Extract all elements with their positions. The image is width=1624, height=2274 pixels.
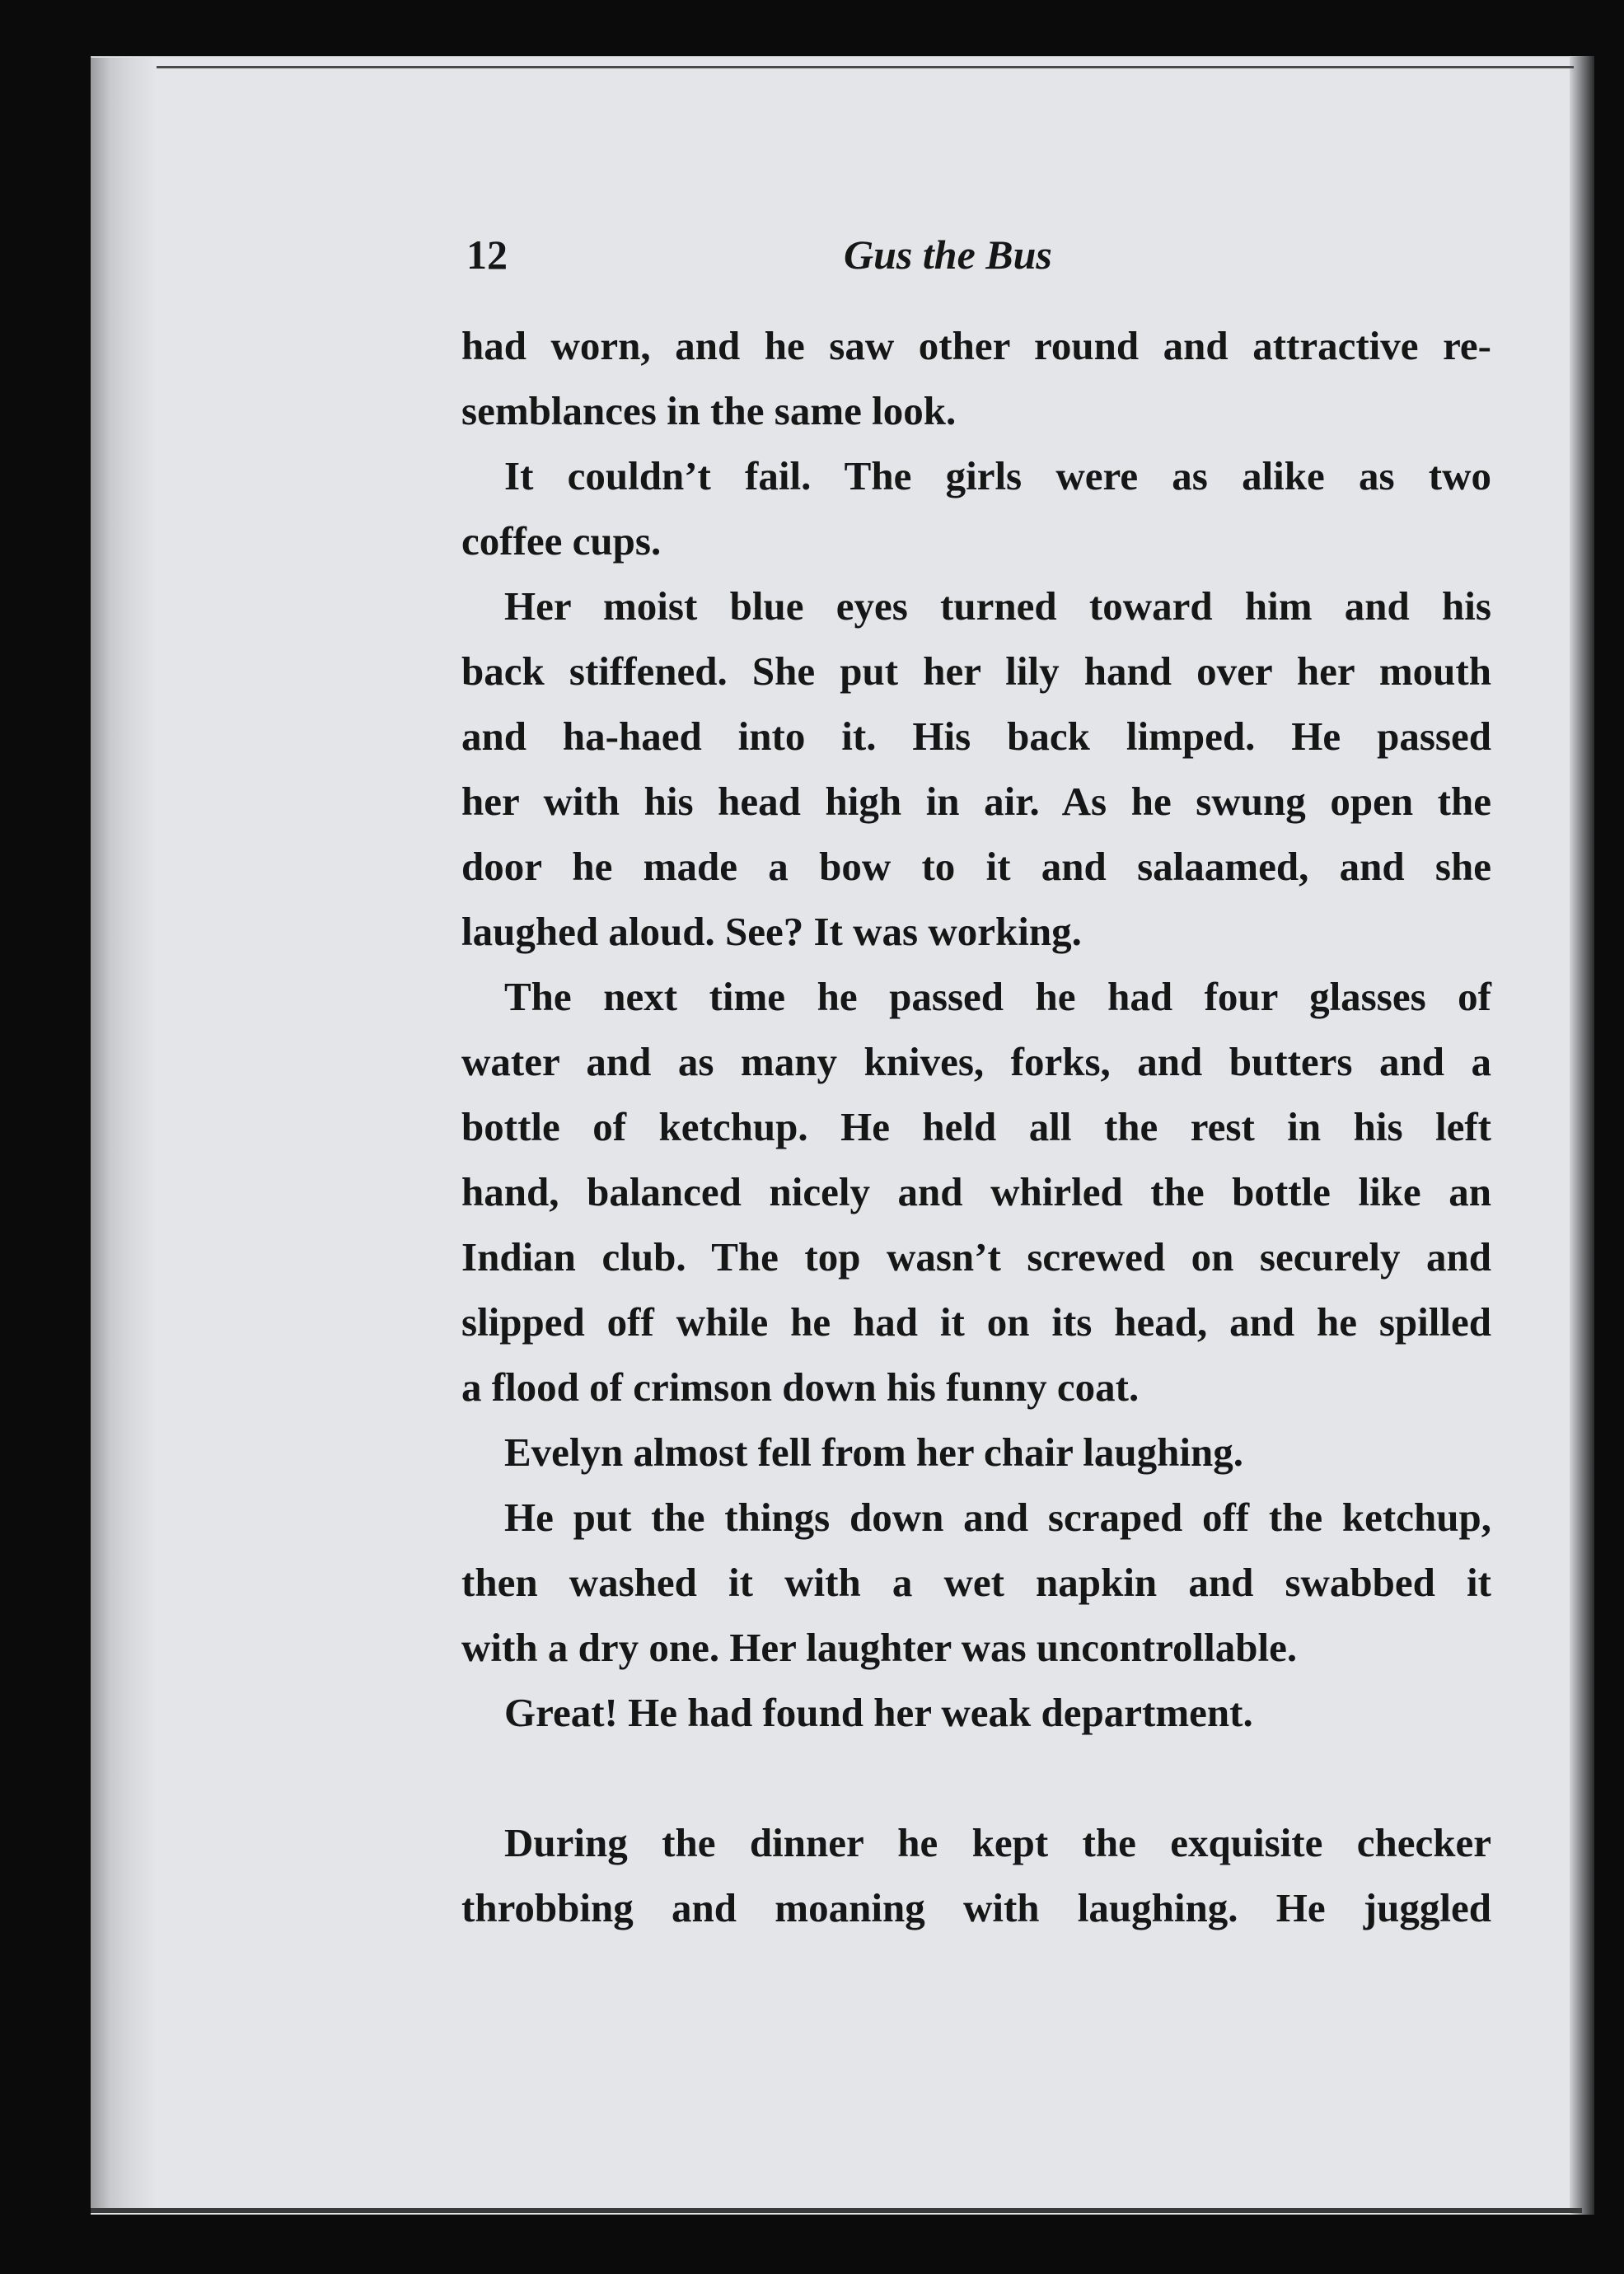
text-line: a flood of crimson down his funny coat. [461, 1364, 1140, 1410]
text-line: Evelyn almost fell from her chair laughing. [504, 1429, 1243, 1475]
running-title: Gus the Bus [844, 232, 1052, 278]
text-line: slipped off while he had it on its head, and he spilled [461, 1299, 1491, 1345]
text-line: Indian club. The top wasn’t screwed on securely and [461, 1234, 1491, 1280]
page-top-edge [157, 66, 1574, 68]
text-line: water and as many knives, forks, and butters and a [461, 1039, 1491, 1084]
text-line: throbbing and moaning with laughing. He juggled [461, 1885, 1491, 1930]
page-edge-shadow [1570, 56, 1594, 2215]
text-line: coffee cups. [461, 518, 662, 564]
page-bottom-edge [91, 2208, 1582, 2213]
body-text [461, 313, 1491, 1940]
text-line: Her moist blue eyes turned toward him and his [504, 583, 1491, 629]
text-line: back stiffened. She put her lily hand over her mouth [461, 648, 1491, 694]
text-line: The next time he passed he had four glasses of [504, 974, 1491, 1019]
page-number: 12 [466, 232, 508, 278]
text-line: and ha-haed into it. His back limped. He passed [461, 714, 1491, 759]
text-line: then washed it with a wet napkin and swabbed it [461, 1560, 1491, 1605]
running-head [466, 231, 1488, 280]
text-line: her with his head high in air. As he swung open the [461, 779, 1491, 824]
text-line: door he made a bow to it and salaamed, and she [461, 844, 1491, 889]
text-line: He put the things down and scraped off the ketchup, [504, 1495, 1491, 1540]
text-line: laughed aloud. See? It was working. [461, 909, 1082, 954]
text-line: semblances in the same look. [461, 388, 957, 433]
text-line: with a dry one. Her laughter was uncontrollable. [461, 1625, 1298, 1670]
text-line: hand, balanced nicely and whirled the bottle like an [461, 1169, 1491, 1214]
page-gutter-shadow [91, 58, 157, 2212]
text-line: Great! He had found her weak department. [504, 1690, 1253, 1735]
text-line: had worn, and he saw other round and attractive re- [461, 323, 1491, 368]
text-line: During the dinner he kept the exquisite checker [504, 1820, 1491, 1865]
text-line: bottle of ketchup. He held all the rest in his left [461, 1104, 1491, 1149]
text-line: It couldn’t fail. The girls were as alike as two [504, 453, 1491, 498]
